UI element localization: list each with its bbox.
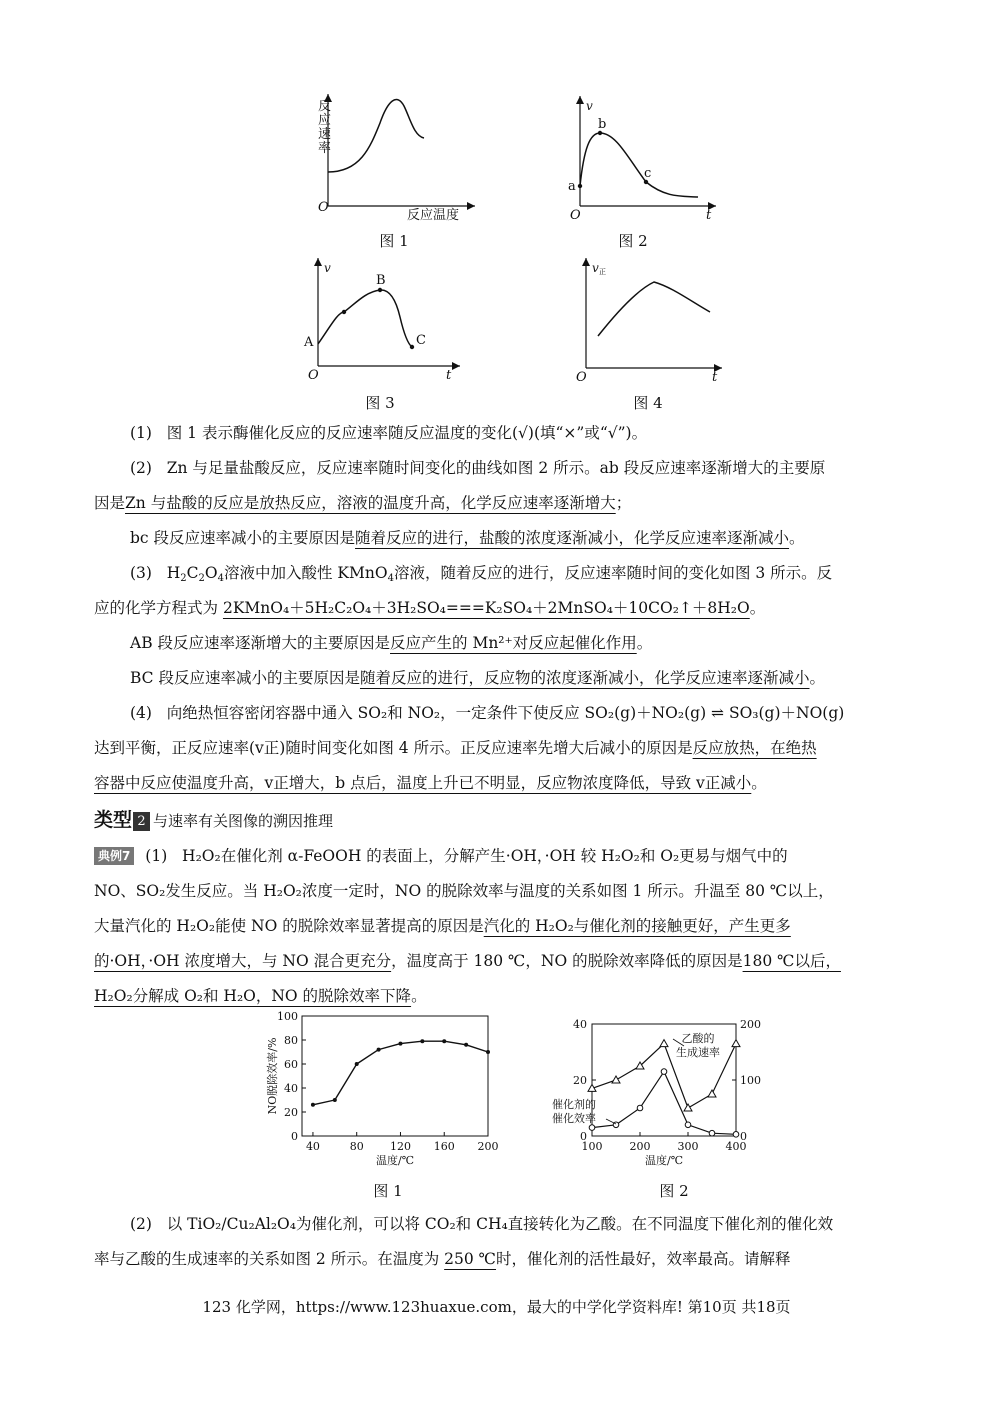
figure-3 bbox=[300, 252, 470, 387]
part2-answer: 250 ℃ bbox=[444, 1250, 497, 1268]
chart2-triangle-point bbox=[708, 1090, 716, 1097]
chart1-data-point bbox=[311, 1103, 315, 1107]
chart2-circle-point bbox=[733, 1132, 739, 1138]
q3-equation-line bbox=[94, 591, 900, 626]
type2-label: 类型 bbox=[94, 809, 133, 831]
q3-eq-post: 。 bbox=[749, 599, 766, 617]
q2-answer-1: Zn 与盐酸的反应是放热反应，溶液的温度升高，化学反应速率逐渐增大 bbox=[125, 494, 616, 512]
chart1-data-point bbox=[442, 1039, 446, 1043]
fig3-origin: O bbox=[308, 368, 319, 383]
fig2-x-label: t bbox=[706, 208, 712, 223]
chart-1-caption: 图 1 bbox=[373, 1182, 403, 1200]
figure-2 bbox=[556, 88, 726, 223]
q3-bc-answer: 随着反应的进行，反应物的浓度逐渐减小，化学反应速率逐渐减小 bbox=[359, 669, 810, 687]
chart2-triangle-point bbox=[684, 1104, 692, 1111]
q3-bc-pre: BC 段反应速率减小的主要原因是 bbox=[130, 669, 360, 687]
example7-part1-number: (1) bbox=[145, 847, 168, 865]
chart2-circle-point bbox=[709, 1130, 715, 1136]
fig1-x-label: 反应温度 bbox=[407, 208, 460, 223]
fig1-y3: 速 bbox=[318, 127, 332, 142]
q2-line1 bbox=[94, 451, 900, 486]
q3-o: O bbox=[204, 564, 218, 582]
chart2-x-tick-label: 400 bbox=[725, 1140, 747, 1153]
chart2-series-2-label-a: 催化剂的 bbox=[552, 1098, 596, 1111]
chart2-triangle-point bbox=[612, 1076, 620, 1083]
chart1-data-point bbox=[420, 1039, 424, 1043]
q3-bc-post: 。 bbox=[809, 669, 825, 687]
q3-ab-pre: AB 段反应速率逐渐增大的主要原因是 bbox=[130, 634, 391, 652]
q3-t5: 溶液，随着反应的进行，反应速率随时间的变化如图 3 所示。反 bbox=[393, 564, 833, 582]
fig3-point-c: C bbox=[416, 333, 426, 348]
text-block-part2 bbox=[94, 1207, 900, 1277]
fig1-origin: O bbox=[318, 200, 329, 215]
chart1-y-tick-label: 100 bbox=[277, 1010, 298, 1023]
q4-number: (4) bbox=[130, 704, 152, 722]
q3-h: H bbox=[166, 564, 181, 582]
fig2-origin: O bbox=[570, 208, 581, 223]
example7-line3-pre: 大量汽化的 H₂O₂能使 NO 的脱除效率显著提高的原因是 bbox=[94, 917, 484, 935]
fig1-y4: 率 bbox=[318, 141, 332, 156]
q2-line2-post: ； bbox=[615, 494, 632, 512]
q2-line3 bbox=[94, 521, 900, 556]
chart1-x-tick-label: 200 bbox=[477, 1140, 499, 1153]
chart1-y-tick-label: 20 bbox=[284, 1106, 298, 1119]
chart1-y-label: NO脱除效率/% bbox=[266, 1037, 279, 1115]
figure-2-graph bbox=[556, 88, 726, 223]
type2-number: 2 bbox=[133, 812, 150, 831]
fig4-origin: O bbox=[576, 370, 587, 385]
q1-paragraph bbox=[94, 416, 900, 451]
q3-equation: 2KMnO₄＋5H₂C₂O₄＋3H₂SO₄===K₂SO₄＋2MnSO₄＋10CO₂↑＋8H₂O bbox=[222, 599, 750, 617]
q3-ab-post: 。 bbox=[636, 634, 653, 652]
chart2-right-tick-label: 0 bbox=[740, 1130, 747, 1143]
q3-t4: 溶液中加入酸性 KMnO bbox=[224, 564, 388, 582]
example7-line4-mid: ，温度高于 180 ℃，NO 的脱除效率降低的原因是 bbox=[391, 952, 743, 970]
fig1-y1: 反 bbox=[318, 99, 332, 114]
page-footer: 123 化学网，https://www.123huaxue.com，最大的中学化学资料库! 第10页 共18页 bbox=[202, 1298, 791, 1316]
example7-answer-1: 汽化的 H₂O₂与催化剂的接触更好，产生更多 bbox=[483, 917, 791, 935]
fig2-point-c: c bbox=[644, 166, 652, 181]
fig2-y-label: v bbox=[586, 99, 593, 113]
q3-c: C bbox=[186, 564, 199, 582]
q3-ab-answer: 反应产生的 Mn²⁺对反应起催化作用 bbox=[390, 634, 637, 652]
chart2-series-2-leader bbox=[606, 1119, 616, 1124]
chart1-data-point bbox=[398, 1042, 402, 1046]
fig3-point-a: A bbox=[304, 335, 314, 350]
type2-title: 与速率有关图像的溯因推理 bbox=[153, 812, 334, 830]
q1-number: (1) bbox=[130, 424, 152, 442]
q4-answer-1: 反应放热，在绝热 bbox=[692, 739, 817, 757]
chart2-series-1-label-a: 乙酸的 bbox=[681, 1032, 715, 1045]
chart2-right-tick-label: 200 bbox=[740, 1018, 761, 1031]
part2-line2 bbox=[94, 1242, 900, 1277]
q4-line1 bbox=[94, 696, 900, 731]
chart1-data-point bbox=[464, 1043, 468, 1047]
example7-line1-text: H₂O₂在催化剂 α-FeOOH 的表面上，分解产生·OH，·OH 较 H₂O₂和 O₂更易与烟气中的 bbox=[182, 847, 788, 865]
chart2-left-tick-label: 20 bbox=[573, 1074, 587, 1087]
chart1-x-tick-label: 160 bbox=[433, 1140, 455, 1153]
chart2-left-tick-label: 40 bbox=[573, 1018, 587, 1031]
chart2-circle-point bbox=[685, 1122, 691, 1128]
example7-line2-text: NO、SO₂发生反应。当 H₂O₂浓度一定时，NO 的脱除效率与温度的关系如图 1 所示。升温至 80 ℃以上， bbox=[94, 882, 834, 900]
chart-1 bbox=[262, 1008, 502, 1178]
figure-4 bbox=[572, 252, 732, 387]
part2-line1 bbox=[94, 1207, 900, 1242]
chart1-frame bbox=[302, 1016, 488, 1136]
chart1-y-tick-label: 80 bbox=[284, 1034, 298, 1047]
fig3-y-label: v bbox=[324, 261, 331, 275]
q3-eq-pre: 应的化学方程式为 bbox=[94, 599, 219, 617]
part2-number: (2) bbox=[130, 1215, 152, 1233]
text-block-questions bbox=[94, 416, 900, 1014]
chart-2-caption: 图 2 bbox=[659, 1182, 689, 1200]
chart2-triangle-point bbox=[660, 1040, 668, 1047]
chart2-x-tick-label: 200 bbox=[629, 1140, 651, 1153]
figure-3-graph bbox=[300, 252, 470, 387]
chart2-right-tick-label: 100 bbox=[740, 1074, 761, 1087]
chart1-y-tick-label: 0 bbox=[291, 1130, 298, 1143]
chart-2-svg bbox=[552, 1008, 770, 1178]
example7-answer-2: 的·OH，·OH 浓度增大，与 NO 混合更充分 bbox=[94, 952, 392, 970]
q2-line3-post: 。 bbox=[789, 529, 805, 547]
chart1-data-point bbox=[486, 1050, 490, 1054]
chart2-x-tick-label: 100 bbox=[581, 1140, 603, 1153]
chart1-y-tick-label: 40 bbox=[284, 1082, 298, 1095]
fig4-y-label: v bbox=[592, 261, 599, 275]
q2-number: (2) bbox=[130, 459, 152, 477]
chart2-triangle-point bbox=[732, 1040, 740, 1047]
type2-heading bbox=[94, 803, 900, 839]
q4-answer-2: 容器中反应使温度升高，v正增大，b 点后，温度上升已不明显，反应物浓度降低，导致 v正减小 bbox=[94, 774, 752, 792]
q3-number: (3) bbox=[130, 564, 152, 582]
chart2-circle-point bbox=[589, 1125, 595, 1131]
q2-line2-pre: 因是 bbox=[94, 494, 126, 512]
q4-line3-post: 。 bbox=[751, 774, 767, 792]
fig4-y-sub: 正 bbox=[599, 268, 606, 276]
q2-line2 bbox=[94, 486, 900, 521]
figure-1-graph bbox=[300, 88, 480, 223]
chart1-data-point bbox=[377, 1048, 381, 1052]
fig3-point-b: B bbox=[376, 273, 386, 288]
q2-answer-2: 随着反应的进行，盐酸的浓度逐渐减小，化学反应速率逐渐减小 bbox=[355, 529, 790, 547]
q4-line2-pre: 达到平衡，正反应速率(v正)随时间变化如图 4 所示。正反应速率先增大后减小的原因是 bbox=[94, 739, 693, 757]
example7-line5-post: 。 bbox=[411, 987, 427, 1005]
q3-line1: (3) $H_2C_2O_4$溶液中加入酸性 KMnO$_4$溶液，随着反应的进行，反应速率随时间的变化如图 3 所示。反 bbox=[130, 564, 833, 584]
q4-line3 bbox=[94, 766, 900, 801]
chart1-data-point bbox=[355, 1062, 359, 1066]
chart2-circle-point bbox=[637, 1105, 643, 1111]
chart2-series-1-label-b: 生成速率 bbox=[676, 1046, 720, 1059]
chart2-left-tick-label: 0 bbox=[580, 1130, 587, 1143]
chart1-y-tick-label: 60 bbox=[284, 1058, 298, 1071]
chart2-circle-point bbox=[661, 1069, 667, 1075]
chart-1-svg bbox=[262, 1008, 502, 1178]
chart-2 bbox=[552, 1008, 770, 1178]
fig2-point-a: a bbox=[568, 179, 576, 194]
example-tag: 典例7 bbox=[94, 847, 134, 865]
q4-line1-text: 向绝热恒容密闭容器中通入 SO₂和 NO₂，一定条件下使反应 SO₂(g)＋NO₂(g) ⇌ SO₃(g)＋NO(g) bbox=[166, 704, 845, 722]
example7-answer-3: 180 ℃以后， bbox=[742, 952, 841, 970]
figure-1 bbox=[300, 88, 480, 223]
chart2-x-label: 温度/℃ bbox=[644, 1154, 684, 1167]
fig1-y2: 应 bbox=[318, 113, 332, 128]
part2-line2-pre: 率与乙酸的生成速率的关系如图 2 所示。在温度为 bbox=[94, 1250, 440, 1268]
fig2-point-b: b bbox=[598, 117, 607, 132]
example7-line4 bbox=[94, 944, 900, 979]
example7-line3 bbox=[94, 909, 900, 944]
q3-bc-line bbox=[94, 661, 900, 696]
chart1-data-point bbox=[333, 1098, 337, 1102]
figure-4-graph bbox=[572, 252, 732, 387]
q2-line1-text: Zn 与足量盐酸反应，反应速率随时间变化的曲线如图 2 所示。ab 段反应速率逐渐增大的主要原 bbox=[166, 459, 826, 477]
q3-ab-line bbox=[94, 626, 900, 661]
figure-4-caption: 图 4 bbox=[633, 394, 663, 412]
example7-answer-4: H₂O₂分解成 O₂和 H₂O，NO 的脱除效率下降 bbox=[94, 987, 412, 1005]
chart1-x-tick-label: 40 bbox=[305, 1140, 320, 1153]
q1-text: 图 1 表示酶催化反应的反应速率随反应温度的变化(√)(填“×”或“√”)。 bbox=[166, 424, 648, 442]
fig3-x-label: t bbox=[446, 368, 452, 383]
q4-line2 bbox=[94, 731, 900, 766]
chart1-series-line bbox=[313, 1041, 488, 1105]
chart1-x-label: 温度/℃ bbox=[375, 1154, 415, 1167]
chart2-x-tick-label: 300 bbox=[677, 1140, 699, 1153]
chart1-x-tick-label: 80 bbox=[349, 1140, 364, 1153]
part2-line1-text: 以 TiO₂/Cu₂Al₂O₄为催化剂，可以将 CO₂和 CH₄直接转化为乙酸。在不同温度下催化剂的催化效 bbox=[166, 1215, 834, 1233]
example7-line1 bbox=[94, 839, 900, 874]
part2-line2-post: 时，催化剂的活性最好，效率最高。请解释 bbox=[496, 1250, 791, 1268]
example7-line2 bbox=[94, 874, 900, 909]
chart2-series-2-label-b: 催化效率 bbox=[552, 1112, 596, 1125]
fig4-x-label: t bbox=[712, 370, 718, 385]
figure-1-caption: 图 1 bbox=[379, 232, 409, 250]
q2-line3-pre: bc 段反应速率减小的主要原因是 bbox=[130, 529, 356, 547]
figure-2-caption: 图 2 bbox=[618, 232, 648, 250]
chart1-x-tick-label: 120 bbox=[389, 1140, 411, 1153]
figure-3-caption: 图 3 bbox=[365, 394, 395, 412]
